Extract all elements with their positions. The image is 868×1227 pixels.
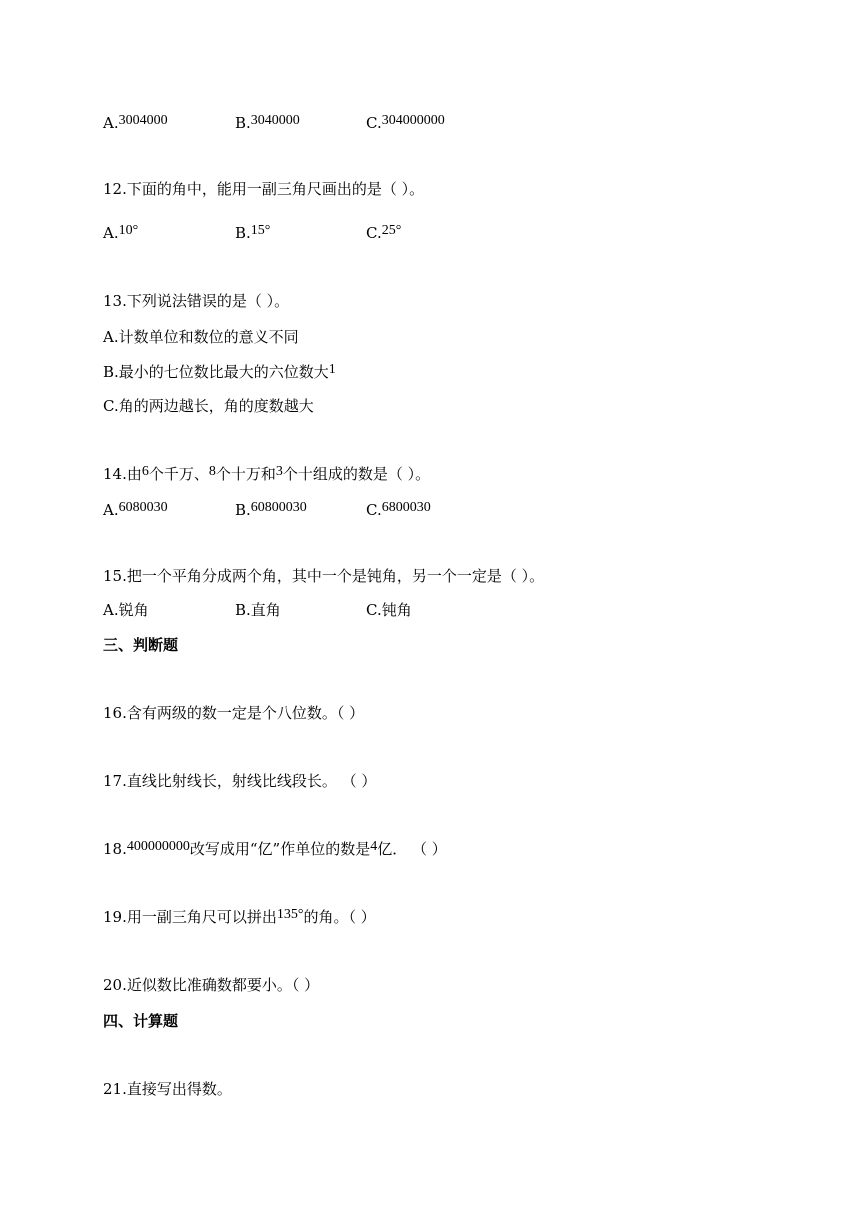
q13-option-a: A.计数单位和数位的意义不同 [103,328,299,346]
q11-option-b [235,114,300,134]
option-value: 15° [250,223,271,238]
stem-number: 135° [276,907,304,922]
section-heading-calculation: 四、计算题 [103,1012,179,1030]
q11-option-c [366,114,445,134]
option-label: A. [103,501,119,519]
option-text: B.最小的七位数比最大的六位数大 [103,363,329,381]
stem-text: 个十万和 [215,465,276,483]
q20: 20.近似数比准确数都要小。（ ） [103,976,320,994]
q17: 17.直线比射线长，射线比线段长。 （ ） [103,772,377,790]
stem-number: 3 [275,464,283,479]
stem-number: 4 [370,839,378,854]
q12-option-c [366,224,401,244]
option-value: 6800030 [381,500,431,515]
q14-option-c [366,501,431,521]
option-value: 304000000 [381,113,445,128]
q11-option-a [103,114,168,134]
q14-option-b [235,501,307,521]
option-value: 25° [381,223,402,238]
q15-option-a: A.锐角 [103,601,149,619]
section-heading-judgement: 三、判断题 [103,636,179,654]
option-value: 3004000 [118,113,168,128]
q13-stem: 13.下列说法错误的是（ ）。 [103,292,290,310]
q12-option-a [103,224,138,244]
stem-text: 18. [103,840,127,858]
q21: 21.直接写出得数。 [103,1080,232,1098]
option-label: A. [103,114,119,132]
stem-number: 400000000 [126,839,190,854]
q15-stem: 15.把一个平角分成两个角，其中一个是钝角，另一个一定是（ ）。 [103,567,545,585]
q15-option-c: C.钝角 [366,601,412,619]
stem-text: 19.用一副三角尺可以拼出 [103,908,277,926]
option-label: B. [235,501,251,519]
stem-number: 8 [208,464,216,479]
stem-number: 6 [141,464,149,479]
q18 [103,840,447,860]
option-value: 1 [328,362,336,377]
option-value: 6080030 [118,500,168,515]
option-label: B. [235,224,251,242]
option-value: 3040000 [250,113,300,128]
option-label: C. [366,114,382,132]
q13-option-b [103,363,336,383]
q12-stem: 12.下面的角中，能用一副三角尺画出的是（ ）。 [103,180,425,198]
q14-option-a [103,501,168,521]
stem-text: 个十组成的数是（ ）。 [282,465,431,483]
option-value: 60800030 [250,500,307,515]
option-value: 10° [118,223,139,238]
stem-text: 14.由 [103,465,142,483]
q19 [103,908,376,928]
stem-text: 个千万、 [148,465,209,483]
option-label: C. [366,224,382,242]
q16: 16.含有两级的数一定是个八位数。（ ） [103,704,365,722]
stem-text: 亿． （ ） [377,840,447,858]
option-label: C. [366,501,382,519]
option-label: B. [235,114,251,132]
q15-option-b: B.直角 [235,601,281,619]
option-label: A. [103,224,119,242]
q13-option-c: C.角的两边越长，角的度数越大 [103,397,314,415]
q12-option-b [235,224,270,244]
stem-text: 的角。（ ） [303,908,376,926]
stem-text: 改写成用“亿”作单位的数是 [189,840,371,858]
q14-stem [103,465,430,485]
